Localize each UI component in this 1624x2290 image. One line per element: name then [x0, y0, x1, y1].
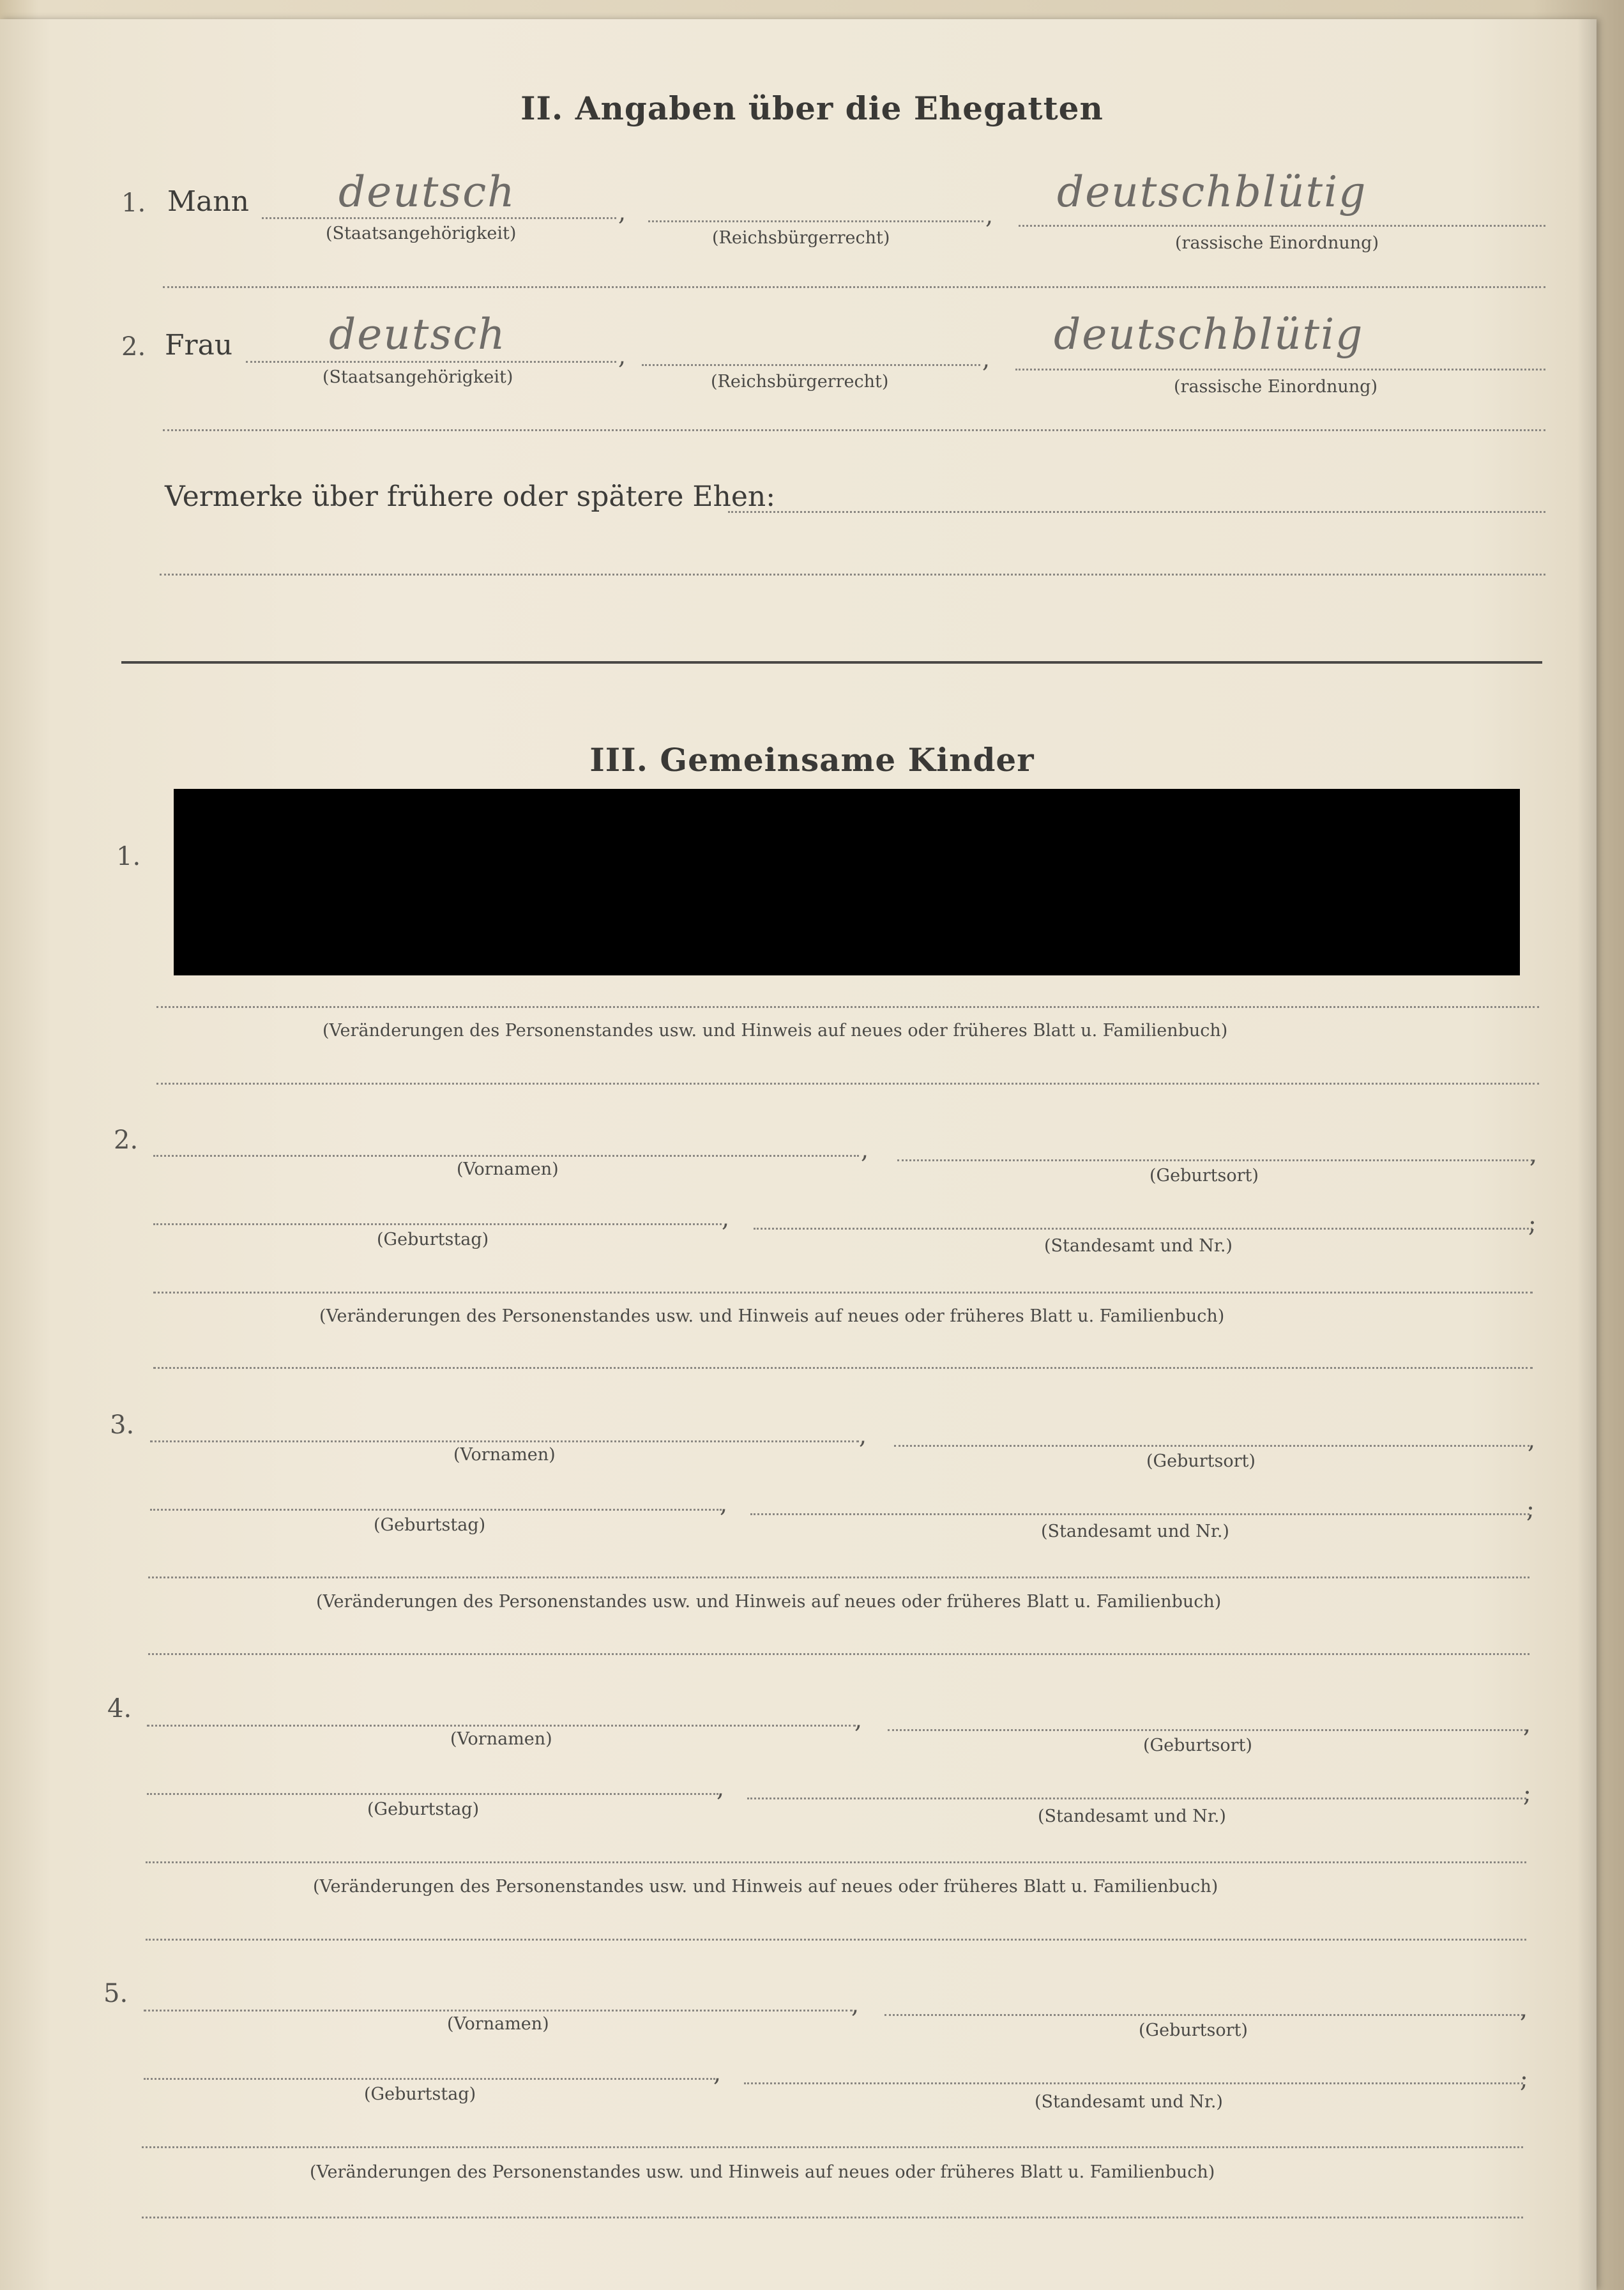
mann-reichsbuergerrecht-field[interactable]: [648, 220, 983, 222]
child-3-veraenderungen-caption: (Veränderungen des Personenstandes usw. und Hinweis auf neues oder früheres Blatt u. Familienbuch): [316, 1592, 1222, 1612]
child-5-extra-line[interactable]: [142, 2217, 1523, 2218]
child-2-geburtstag-field[interactable]: [153, 1223, 722, 1225]
child-5-number: 5.: [103, 1979, 128, 2008]
child-2-geburtsort-field[interactable]: [897, 1159, 1533, 1161]
child-5-veraenderungen-field[interactable]: [142, 2146, 1523, 2148]
frau-number: 2.: [121, 332, 146, 362]
mann-staatsangehoerigkeit-caption: (Staatsangehörigkeit): [326, 224, 517, 243]
frau-einordnung-field[interactable]: [1015, 369, 1545, 370]
frau-einordnung-value: deutschblütig: [1054, 310, 1364, 359]
comma: ,: [982, 345, 990, 373]
child-3-extra-line[interactable]: [148, 1653, 1529, 1655]
child-1-veraenderungen-field[interactable]: [156, 1006, 1539, 1008]
comma: ,: [717, 1774, 725, 1802]
child-5-standesamt-caption: (Standesamt und Nr.): [1035, 2092, 1223, 2112]
comma: ,: [861, 1136, 869, 1164]
vermerke-label: Vermerke über frühere oder spätere Ehen:: [165, 480, 776, 513]
semicolon: ;: [1523, 1779, 1531, 1807]
vermerke-field-line-2[interactable]: [160, 574, 1545, 576]
child-4-extra-line[interactable]: [146, 1939, 1526, 1941]
comma: ,: [1520, 1995, 1528, 2023]
child-5-geburtsort-field[interactable]: [884, 2014, 1523, 2016]
mann-label: Mann: [167, 185, 249, 218]
comma: ,: [1529, 1140, 1538, 1168]
mann-einordnung-field[interactable]: [1019, 225, 1545, 227]
child-3-number: 3.: [110, 1410, 135, 1440]
frau-staatsangehoerigkeit-value: deutsch: [329, 310, 506, 359]
child-3-standesamt-caption: (Standesamt und Nr.): [1041, 1522, 1229, 1541]
semicolon: ;: [1528, 1209, 1537, 1237]
child-3-standesamt-field[interactable]: [750, 1513, 1529, 1515]
redaction-bar: [174, 789, 1520, 975]
frau-einordnung-caption: (rassische Einordnung): [1174, 377, 1377, 397]
mann-number: 1.: [121, 188, 146, 218]
child-5-vornamen-caption: (Vornamen): [447, 2014, 549, 2034]
section-3-title: III. Gemeinsame Kinder: [589, 741, 1035, 779]
child-4-standesamt-field[interactable]: [747, 1798, 1526, 1799]
mann-einordnung-caption: (rassische Einordnung): [1175, 233, 1379, 253]
comma: ,: [713, 2059, 722, 2087]
frau-reichsbuergerrecht-caption: (Reichsbürgerrecht): [711, 372, 889, 392]
child-1-veraenderungen-caption: (Veränderungen des Personenstandes usw. und Hinweis auf neues oder früheres Blatt u. Familienbuch): [323, 1021, 1228, 1041]
child-5-geburtstag-field[interactable]: [144, 2078, 715, 2080]
frau-label: Frau: [165, 329, 233, 362]
child-5-standesamt-field[interactable]: [744, 2082, 1523, 2084]
frau-staatsangehoerigkeit-caption: (Staatsangehörigkeit): [323, 367, 513, 387]
child-2-vornamen-caption: (Vornamen): [457, 1159, 559, 1179]
child-2-vornamen-field[interactable]: [153, 1155, 859, 1157]
child-4-standesamt-caption: (Standesamt und Nr.): [1038, 1806, 1226, 1826]
child-2-veraenderungen-caption: (Veränderungen des Personenstandes usw. und Hinweis auf neues oder früheres Blatt u. Familienbuch): [319, 1306, 1225, 1326]
child-4-vornamen-field[interactable]: [147, 1725, 856, 1727]
frau-reichsbuergerrecht-field[interactable]: [642, 364, 980, 366]
comma: ,: [1523, 1710, 1531, 1738]
child-5-geburtstag-caption: (Geburtstag): [364, 2084, 476, 2104]
child-4-geburtsort-caption: (Geburtsort): [1143, 1736, 1252, 1755]
comma: ,: [720, 1490, 728, 1518]
mann-reichsbuergerrecht-caption: (Reichsbürgerrecht): [712, 228, 890, 248]
child-4-veraenderungen-field[interactable]: [146, 1861, 1526, 1863]
child-4-vornamen-caption: (Vornamen): [450, 1729, 552, 1749]
child-3-geburtsort-caption: (Geburtsort): [1146, 1451, 1256, 1471]
child-4-veraenderungen-caption: (Veränderungen des Personenstandes usw. und Hinweis auf neues oder früheres Blatt u. Familienbuch): [313, 1877, 1218, 1897]
comma: ,: [851, 1990, 860, 2019]
comma: ,: [854, 1706, 863, 1734]
section-2-title: II. Angaben über die Ehegatten: [520, 89, 1104, 127]
child-2-extra-line[interactable]: [153, 1367, 1533, 1369]
comma: ,: [618, 198, 626, 226]
child-3-geburtsort-field[interactable]: [894, 1445, 1529, 1447]
child-2-standesamt-caption: (Standesamt und Nr.): [1044, 1236, 1233, 1256]
child-4-number: 4.: [107, 1694, 132, 1723]
child-5-geburtsort-caption: (Geburtsort): [1139, 2020, 1248, 2040]
frau-staatsangehoerigkeit-field[interactable]: [246, 361, 616, 363]
mann-staatsangehoerigkeit-field[interactable]: [262, 217, 616, 219]
child-5-vornamen-field[interactable]: [144, 2010, 853, 2011]
child-3-veraenderungen-field[interactable]: [148, 1576, 1529, 1578]
section-divider: [121, 661, 1542, 664]
child-3-vornamen-field[interactable]: [150, 1440, 859, 1442]
comma: ,: [618, 342, 626, 370]
comma: ,: [1528, 1426, 1536, 1454]
child-2-veraenderungen-field[interactable]: [153, 1292, 1533, 1294]
mann-extra-line[interactable]: [163, 286, 1545, 288]
comma: ,: [859, 1421, 867, 1449]
child-5-veraenderungen-caption: (Veränderungen des Personenstandes usw. und Hinweis auf neues oder früheres Blatt u. Familienbuch): [310, 2162, 1215, 2182]
child-2-geburtsort-caption: (Geburtsort): [1150, 1166, 1259, 1186]
semicolon: ;: [1520, 2065, 1528, 2093]
mann-staatsangehoerigkeit-value: deutsch: [338, 167, 516, 217]
child-2-standesamt-field[interactable]: [754, 1228, 1533, 1230]
child-3-vornamen-caption: (Vornamen): [453, 1445, 556, 1465]
child-3-geburtstag-caption: (Geburtstag): [374, 1515, 486, 1535]
semicolon: ;: [1526, 1495, 1535, 1523]
mann-einordnung-value: deutschblütig: [1057, 167, 1367, 217]
child-2-number: 2.: [114, 1126, 139, 1155]
child-4-geburtsort-field[interactable]: [888, 1729, 1526, 1731]
page-edge-shadow: [1577, 19, 1597, 2290]
frau-extra-line[interactable]: [163, 429, 1545, 431]
child-4-geburtstag-field[interactable]: [147, 1793, 718, 1795]
child-2-geburtstag-caption: (Geburtstag): [377, 1230, 489, 1249]
comma: ,: [985, 201, 994, 229]
child-1-extra-line[interactable]: [156, 1083, 1539, 1085]
child-4-geburtstag-caption: (Geburtstag): [367, 1799, 480, 1819]
child-1-number: 1.: [116, 842, 141, 871]
comma: ,: [722, 1204, 730, 1232]
vermerke-field[interactable]: [728, 511, 1545, 513]
child-3-geburtstag-field[interactable]: [150, 1509, 722, 1511]
